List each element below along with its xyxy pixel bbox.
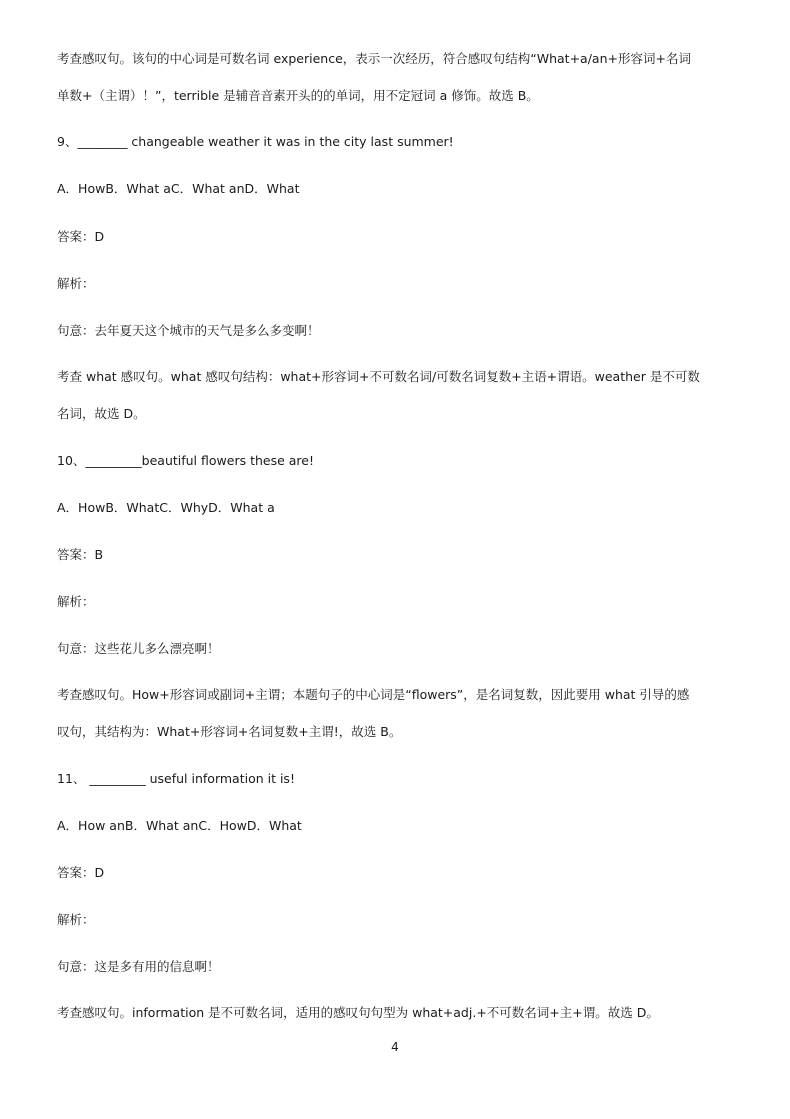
explanation-line: 考查感叹句。information 是不可数名词，适用的感叹句句型为 what+adj.+不可数名词+主+谓。故选 D。 (57, 1005, 659, 1020)
text-line: 单数+（主谓）！”，terrible 是辅音音素开头的的单词，用不定冠词 a 修饰。故选 B。 (57, 88, 539, 103)
explanation-line: 名词，故选 D。 (57, 406, 146, 421)
sentence-meaning: 句意：去年夏天这个城市的天气是多么多变啊！ (57, 323, 320, 338)
sentence-meaning: 句意：这些花儿多么漂亮啊！ (57, 641, 220, 656)
question-10: 10、_________beautiful flowers these are! (57, 453, 314, 468)
question-9: 9、________ changeable weather it was in the city last summer! (57, 134, 454, 149)
analysis-label: 解析： (57, 912, 95, 927)
text-line: 考查感叹句。该句的中心词是可数名词 experience，表示一次经历，符合感叹句结构“What+a/an+形容词+名词 (57, 51, 691, 66)
question-9-options: A．HowB．What aC．What anD．What (57, 181, 300, 196)
question-10-options: A．HowB．WhatC．WhyD．What a (57, 500, 275, 515)
explanation-line: 叹句，其结构为：What+形容词+名词复数+主谓!，故选 B。 (57, 724, 402, 739)
analysis-label: 解析： (57, 594, 95, 609)
sentence-meaning: 句意：这是多有用的信息啊！ (57, 959, 220, 974)
answer-11: 答案：D (57, 865, 105, 880)
question-11-options: A．How anB．What anC．HowD．What (57, 818, 302, 833)
answer-10: 答案：B (57, 547, 104, 562)
question-11: 11、 _________ useful information it is! (57, 771, 295, 786)
explanation-line: 考查 what 感叹句。what 感叹句结构：what+形容词+不可数名词/可数名词复数+主语+谓语。weather 是不可数 (57, 369, 700, 384)
explanation-line: 考查感叹句。How+形容词或副词+主谓；本题句子的中心词是“flowers”，是名词复数，因此要用 what 引导的感 (57, 687, 690, 702)
analysis-label: 解析： (57, 276, 95, 291)
page-number: 4 (391, 1040, 399, 1054)
answer-9: 答案：D (57, 229, 105, 244)
